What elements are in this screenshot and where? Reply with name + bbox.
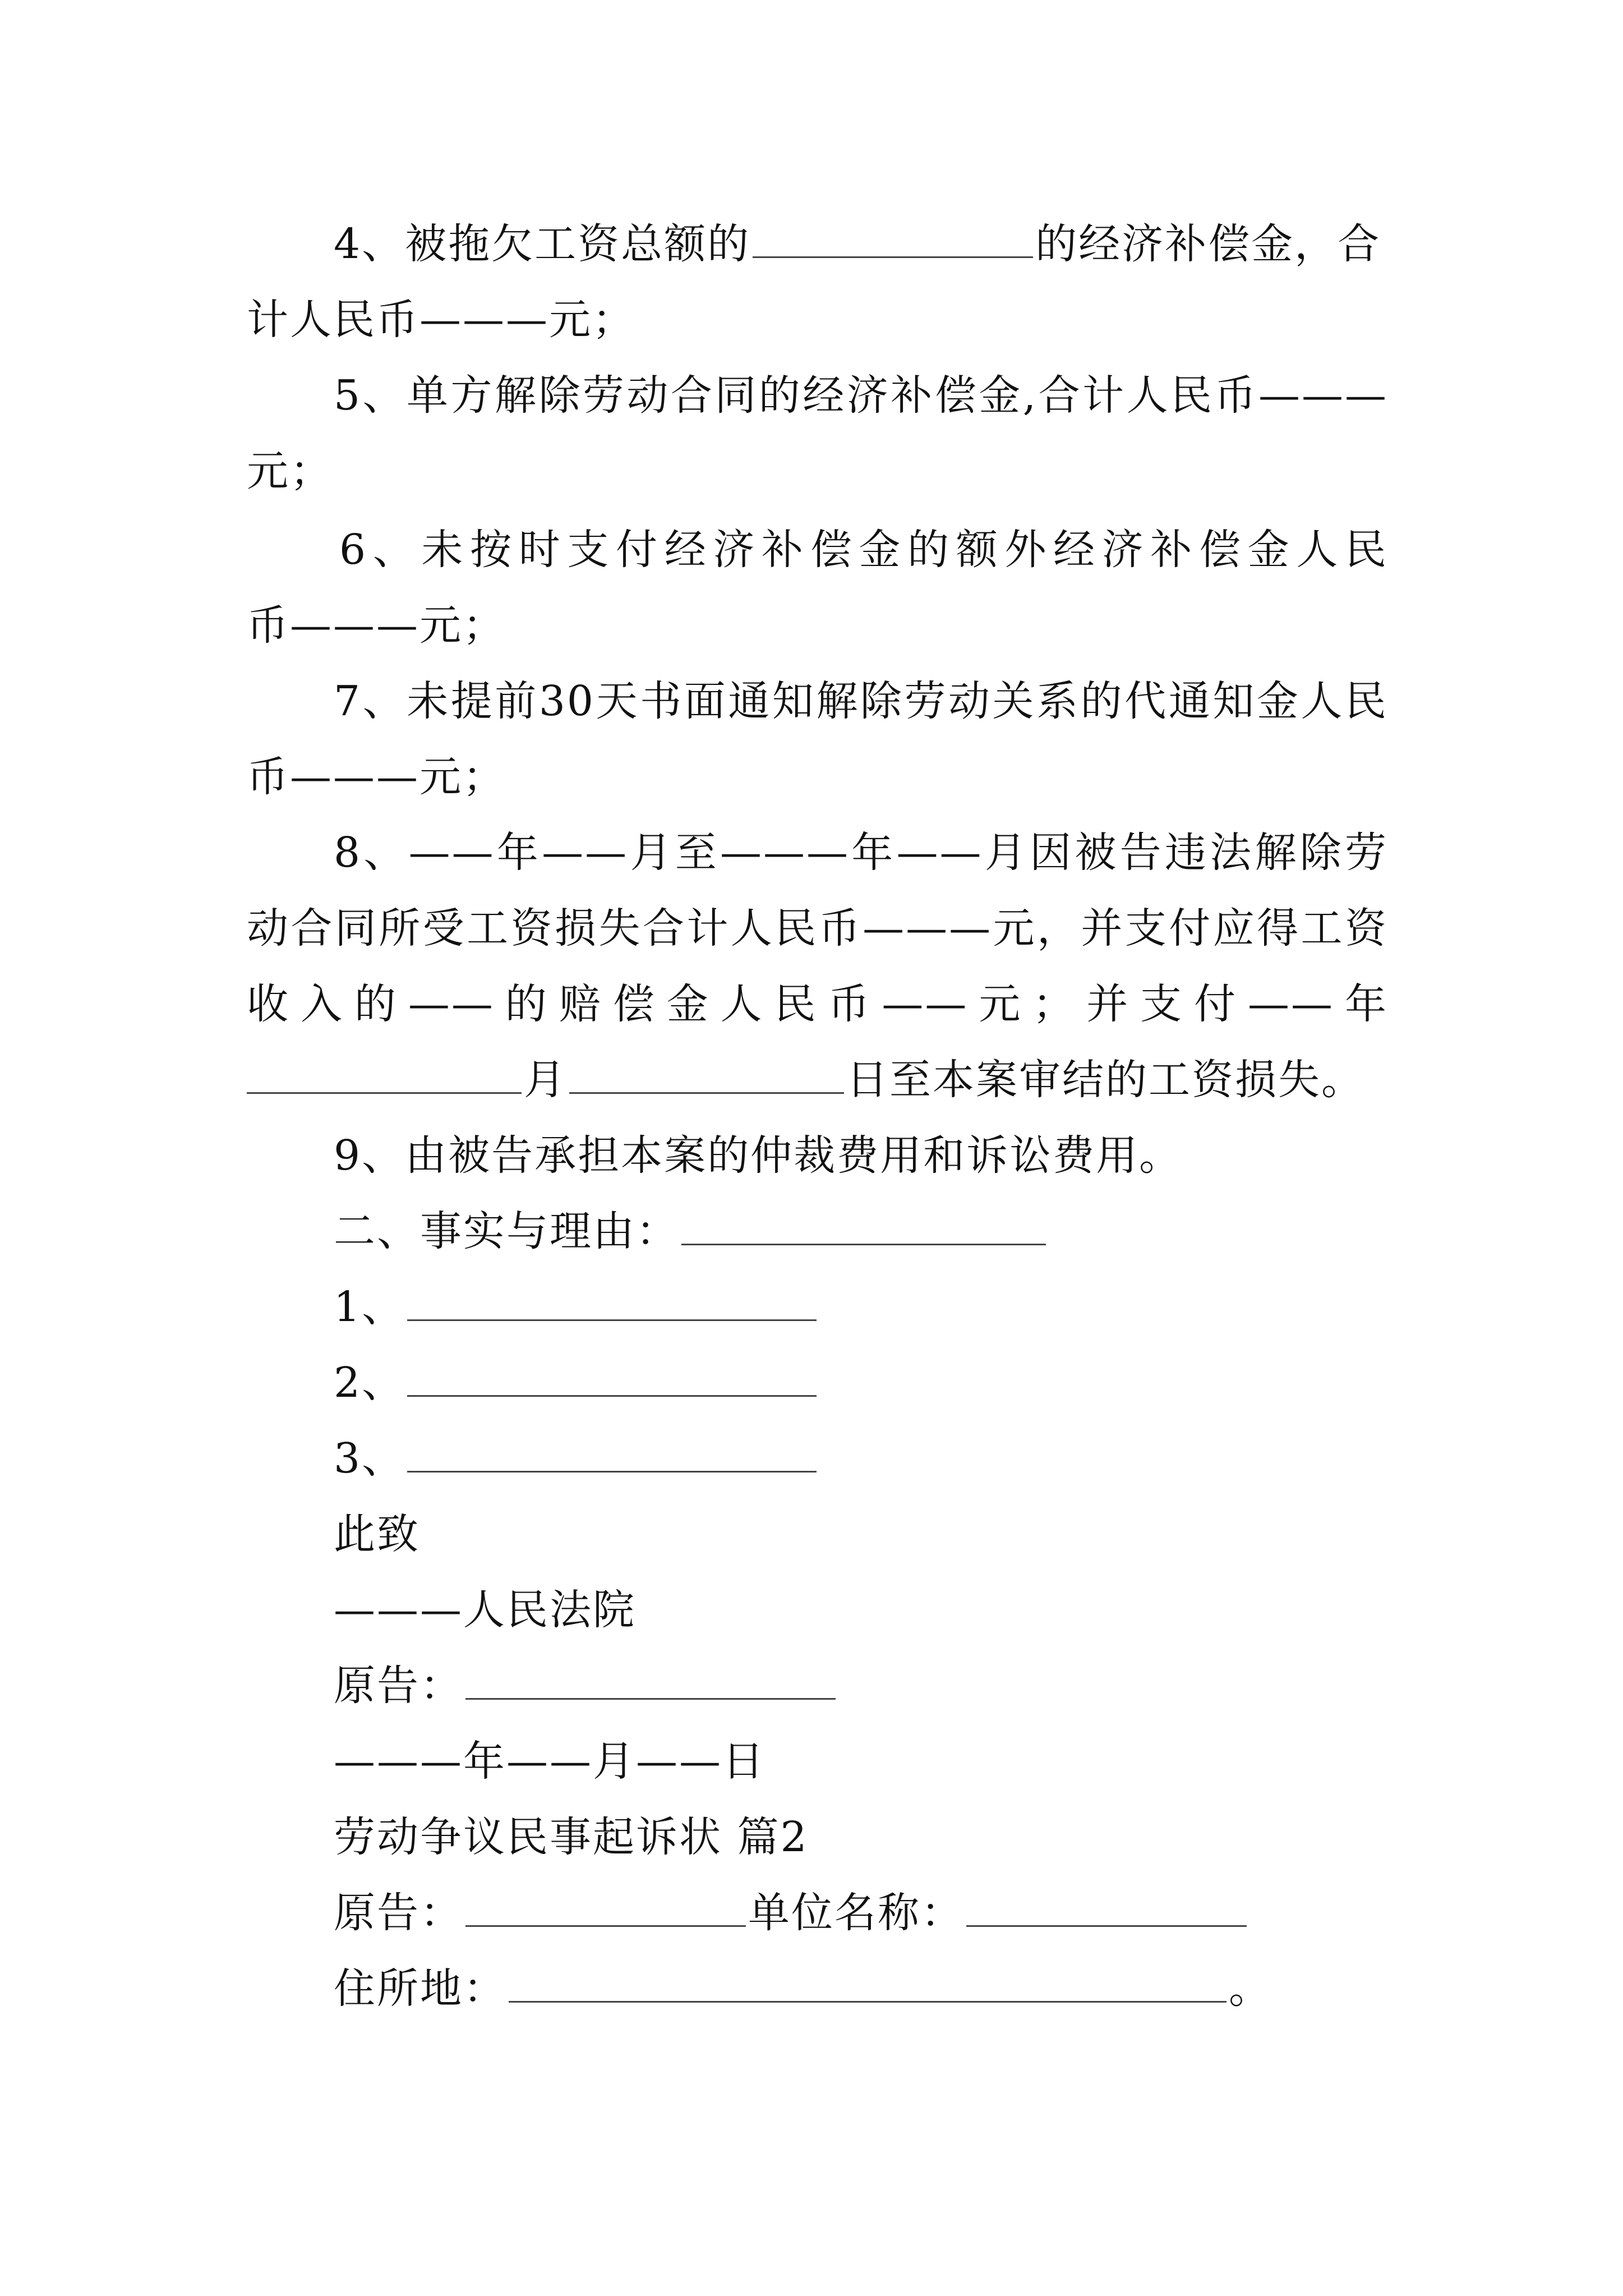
claim-6-line-2: 币———元； <box>247 601 506 650</box>
claim-8-line-3: 收入的——的赔偿金人民币——元；并支付——年 <box>247 980 1388 1028</box>
blank-field <box>509 1967 1227 2003</box>
address-label: 住所地： <box>334 1964 506 2013</box>
claim-9: 9、由被告承担本案的仲裁费用和诉讼费用。 <box>334 1131 1183 1180</box>
claim-4-text-b: 的经济补偿金，合 <box>1035 220 1381 268</box>
blank-field <box>465 1892 746 1927</box>
claim-6-line-1: 6、未按时支付经济补偿金的额外经济补偿金人民 <box>339 526 1388 574</box>
blank-field <box>465 1664 836 1700</box>
blank-field <box>407 1286 817 1321</box>
address-end: 。 <box>1229 1964 1272 2013</box>
blank-field <box>966 1892 1247 1927</box>
plaintiff-label: 原告： <box>334 1662 463 1710</box>
claim-8-line-2: 动合同所受工资损失合计人民币———元，并支付应得工资 <box>247 904 1388 953</box>
facts-heading <box>334 1203 1048 1259</box>
blank-field <box>569 1059 844 1094</box>
claim-4-line-2: 计人民币———元； <box>247 296 635 344</box>
month-label: 月 <box>524 1056 567 1104</box>
claim-7-line-2: 币———元； <box>247 753 506 801</box>
blank-field <box>407 1437 817 1473</box>
salutation: 此致 <box>334 1510 420 1558</box>
fact-1-label: 1、 <box>334 1283 405 1331</box>
fact-2-label: 2、 <box>334 1359 405 1407</box>
section-title-2: 劳动争议民事起诉状 篇2 <box>334 1813 809 1861</box>
claim-4-text-a: 4、被拖欠工资总额的 <box>334 220 751 268</box>
claim-8-line-4 <box>247 1052 1364 1108</box>
claim-4-line-1 <box>334 216 1381 272</box>
claim-8-line-1: 8、——年——月至———年——月因被告违法解除劳 <box>334 829 1388 877</box>
fact-1 <box>334 1279 819 1335</box>
facts-heading-label: 二、事实与理由： <box>334 1207 679 1255</box>
fact-2 <box>334 1355 819 1411</box>
claim-5-line-2: 元； <box>247 447 333 495</box>
address-line <box>334 1961 1272 2017</box>
claim-5-line-1: 5、单方解除劳动合同的经济补偿金,合计人民币——— <box>334 371 1388 420</box>
plaintiff-label-2: 原告： <box>334 1889 463 1937</box>
claim-7-line-1: 7、未提前30天书面通知解除劳动关系的代通知金人民 <box>334 677 1388 725</box>
blank-field <box>681 1210 1046 1245</box>
court-name: ———人民法院 <box>334 1586 636 1634</box>
claim-8-tail: 日至本案审结的工资损失。 <box>846 1056 1364 1104</box>
fact-3-label: 3、 <box>334 1434 405 1483</box>
plaintiff-unit-line <box>334 1885 1249 1941</box>
plaintiff-signature <box>334 1658 838 1714</box>
blank-field <box>247 1059 522 1094</box>
blank-field <box>753 223 1033 258</box>
date-line: ———年——月——日 <box>334 1737 766 1786</box>
unit-name-label: 单位名称： <box>748 1889 964 1937</box>
fact-3 <box>334 1430 819 1487</box>
blank-field <box>407 1361 817 1397</box>
